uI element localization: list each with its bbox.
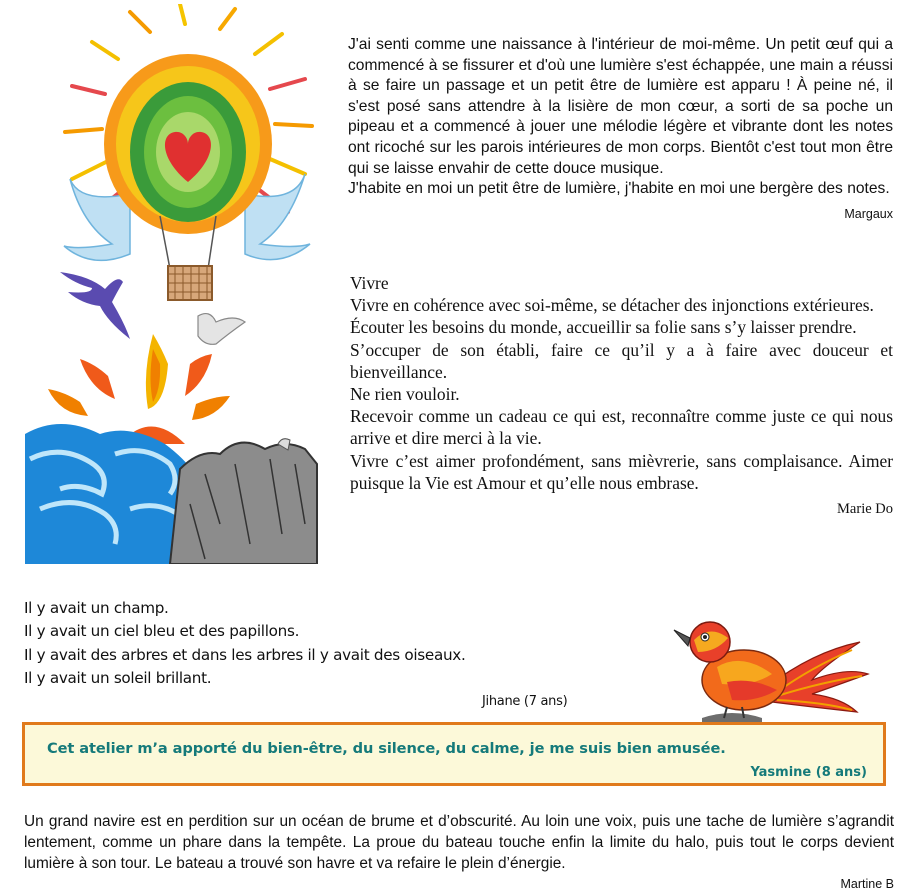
poem-line: Il y avait un champ. [24,599,169,617]
poem-line: Il y avait des arbres et dans les arbres il y avait des oiseaux. [24,645,466,664]
bird-illustration [672,612,872,727]
poem-line: S’occuper de son établi, faire ce qu’il y a à faire avec douceur et bienveillance. [350,339,893,382]
martine-paragraph: Un grand navire est en perdition sur un océan de brume et d’obscurité. Au loin une voix, puis une tache de lumière s’agrandit lentement, comme un phare dans la tempête. La proue du bateau touche enfin la limite du halo, puis tout le corps devient lumière à son tour. Le bateau a trouvé son havre et va refaire le plein d’énergie. [24,813,894,872]
margaux-paragraph-1: J'ai senti comme une naissance à l'intérieur de moi-même. Un petit œuf qui a commencé à se fissurer et d'où une lumière s'est échappée, une main a réussi à se faire un passage et un petit être de lumière est apparu ! À peine né, il s'est posé sans attendre à la lisière de mon cœur, a sorti de sa poche un pipeau et a commencé à jouer une mélodie légère et vibrante dont les notes ont ricoché sur les parois intérieures de mon corps. Bientôt c'est tout mon être qui se laisse envahir de cette douce musique. [348,36,893,177]
poem-line: Vivre en cohérence avec soi-même, se détacher des injonctions extérieures. [350,295,874,316]
margaux-signature: Margaux [844,206,893,221]
marie-do-signature: Marie Do [837,501,893,518]
poem-line: Vivre c’est aimer profondément, sans mièvrerie, sans complaisance. Aimer puisque la Vie est Amour et qu’elle nous embrase. [350,450,893,493]
poem-line: Ne rien vouloir. [350,384,460,405]
poem-line: Il y avait un ciel bleu et des papillons. [24,622,300,641]
marie-do-poem [350,272,893,520]
martine-signature: Martine B [840,877,894,891]
yasmine-signature: Yasmine (8 ans) [750,765,867,780]
jihane-signature: Jihane (7 ans) [482,694,568,709]
martine-text-block [24,812,894,891]
poem-line: Recevoir comme un cadeau ce qui est, reconnaître comme juste ce qui nous arrive et dire merci à la vie. [350,406,893,449]
poem-line: Il y avait un soleil brillant. [24,668,212,687]
poem-line: Écouter les besoins du monde, accueillir sa folie sans s’y laisser prendre. [350,317,857,338]
margaux-paragraph-2: J'habite en moi un petit être de lumière, j'habite en moi une bergère des notes. [348,180,890,198]
poem-line: Vivre [350,273,389,293]
balloon-illustration [20,4,320,564]
yasmine-quote: Cet atelier m’a apporté du bien-être, du silence, du calme, je me suis bien amusée. [47,740,726,757]
jihane-poem [24,597,584,709]
margaux-text-block [348,35,893,224]
testimonial-callout [22,722,886,786]
